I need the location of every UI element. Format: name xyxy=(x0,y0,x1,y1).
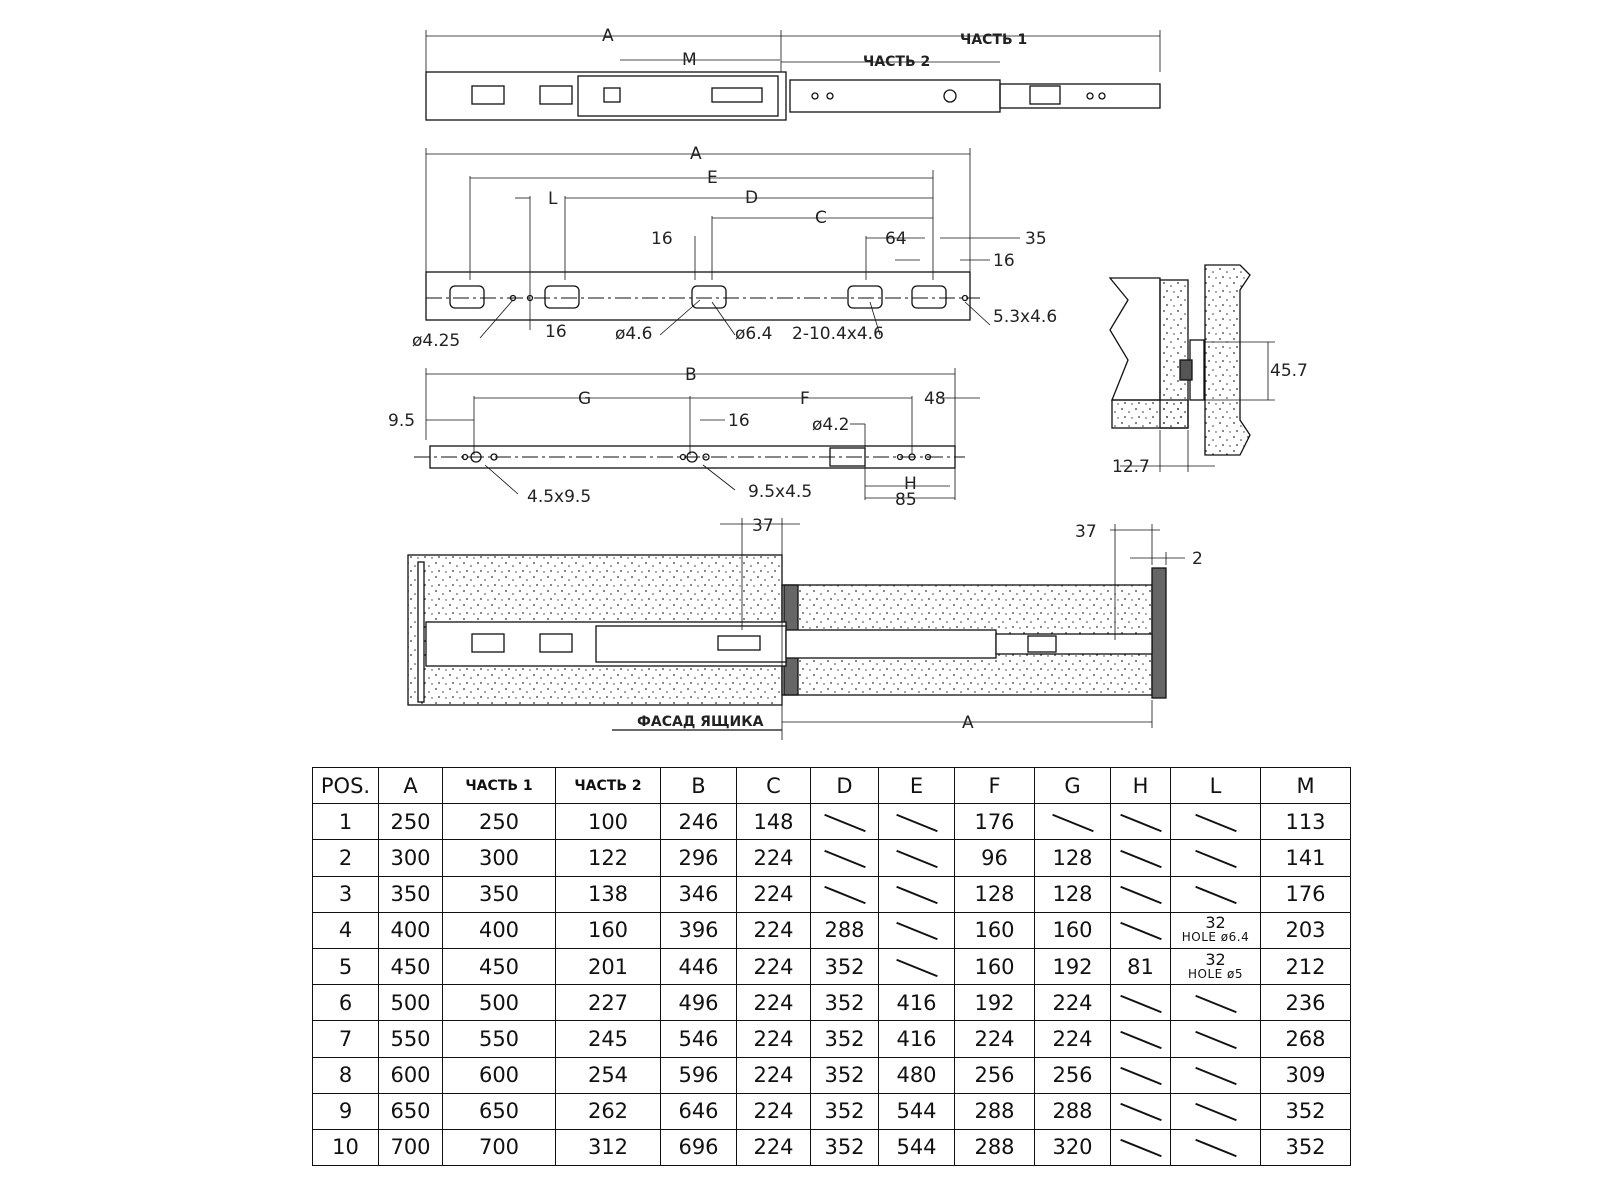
table-cell: 300 xyxy=(443,840,556,876)
label-part2: ЧАСТЬ 2 xyxy=(863,54,931,70)
table-cell: 224 xyxy=(737,985,811,1021)
empty-value-slash xyxy=(1195,1031,1237,1049)
table-cell: 4 xyxy=(313,912,379,948)
table-header-row xyxy=(313,768,1351,804)
table-cell: 224 xyxy=(737,948,811,984)
table-cell: 160 xyxy=(955,912,1035,948)
table-cell xyxy=(879,876,955,912)
table-cell: 296 xyxy=(661,840,737,876)
table-cell: 500 xyxy=(443,985,556,1021)
table-cell: 224 xyxy=(955,1021,1035,1057)
empty-value-slash xyxy=(1195,850,1237,868)
table-cell: 3 xyxy=(313,876,379,912)
empty-value-slash xyxy=(1195,886,1237,904)
table-cell xyxy=(1111,1129,1171,1165)
table-cell xyxy=(1111,840,1171,876)
empty-value-slash xyxy=(1120,886,1162,904)
table-cell: 192 xyxy=(955,985,1035,1021)
table-cell: 288 xyxy=(811,912,879,948)
table-cell: 700 xyxy=(443,1129,556,1165)
table-cell: 122 xyxy=(556,840,661,876)
table-cell: 7 xyxy=(313,1021,379,1057)
dim-37-right: 37 xyxy=(1075,522,1097,542)
dim-457: 45.7 xyxy=(1270,361,1308,381)
table-cell: 600 xyxy=(379,1057,443,1093)
table-cell: 352 xyxy=(811,1057,879,1093)
dim-slot-95: 9.5x4.5 xyxy=(748,482,813,502)
dim-127: 12.7 xyxy=(1112,457,1150,477)
table-cell: 350 xyxy=(443,876,556,912)
table-cell xyxy=(879,912,955,948)
table-cell xyxy=(1171,985,1261,1021)
column-header: C xyxy=(737,768,811,804)
table-cell: 352 xyxy=(811,1021,879,1057)
table-cell xyxy=(1035,804,1111,840)
column-header: D xyxy=(811,768,879,804)
table-cell: 96 xyxy=(955,840,1035,876)
view-installation xyxy=(408,518,1185,740)
table-cell: 160 xyxy=(955,948,1035,984)
table-cell: 10 xyxy=(313,1129,379,1165)
table-cell: 352 xyxy=(811,985,879,1021)
empty-value-slash xyxy=(896,958,938,976)
empty-value-slash xyxy=(1195,1139,1237,1157)
table-cell: 81 xyxy=(1111,948,1171,984)
table-cell: 176 xyxy=(1261,876,1351,912)
table-cell: 224 xyxy=(737,1021,811,1057)
dim-hole-42: ø4.2 xyxy=(812,415,850,435)
table-row xyxy=(313,948,1351,984)
table-cell: 288 xyxy=(955,1129,1035,1165)
column-header: L xyxy=(1171,768,1261,804)
dim-slot-53: 5.3x4.6 xyxy=(993,307,1058,327)
table-cell: 500 xyxy=(379,985,443,1021)
empty-value-slash xyxy=(1120,922,1162,940)
table-cell: 550 xyxy=(379,1021,443,1057)
empty-value-slash xyxy=(1052,814,1094,832)
table-cell: 224 xyxy=(737,840,811,876)
table-cell: 138 xyxy=(556,876,661,912)
hole-note: 32 HOLE ø5 xyxy=(1187,949,1244,981)
empty-value-slash xyxy=(896,814,938,832)
dim-95: 9.5 xyxy=(388,411,416,431)
empty-value-slash xyxy=(1120,1139,1162,1157)
empty-value-slash xyxy=(896,922,938,940)
table-cell: 192 xyxy=(1035,948,1111,984)
table-cell: 596 xyxy=(661,1057,737,1093)
table-cell: 224 xyxy=(737,912,811,948)
dim-l: L xyxy=(548,189,558,209)
table-cell: 250 xyxy=(443,804,556,840)
label-drawer-facade: ФАСАД ЯЩИКА xyxy=(637,714,764,730)
table-cell: 246 xyxy=(661,804,737,840)
table-row xyxy=(313,804,1351,840)
dim-16-right: 16 xyxy=(993,251,1015,271)
table-cell xyxy=(1171,1129,1261,1165)
table-cell xyxy=(1111,1057,1171,1093)
table-row xyxy=(313,1057,1351,1093)
table-cell: 268 xyxy=(1261,1021,1351,1057)
table-cell: 212 xyxy=(1261,948,1351,984)
empty-value-slash xyxy=(1120,1067,1162,1085)
table-cell: 250 xyxy=(379,804,443,840)
table-cell xyxy=(879,948,955,984)
table-cell xyxy=(879,840,955,876)
view-section-detail xyxy=(1110,265,1275,472)
table-cell: 352 xyxy=(1261,1093,1351,1129)
table-row xyxy=(313,1129,1351,1165)
dim-16-lower: 16 xyxy=(545,322,567,342)
empty-value-slash xyxy=(1195,814,1237,832)
empty-value-slash xyxy=(1195,995,1237,1013)
view-cabinet-member xyxy=(426,148,1020,338)
table-cell xyxy=(1171,912,1261,948)
table-cell: 224 xyxy=(737,876,811,912)
table-cell: 352 xyxy=(1261,1129,1351,1165)
table-cell xyxy=(1111,1093,1171,1129)
empty-value-slash xyxy=(824,814,866,832)
table-cell: 309 xyxy=(1261,1057,1351,1093)
dim-2: 2 xyxy=(1192,549,1203,569)
table-cell: 113 xyxy=(1261,804,1351,840)
column-header: M xyxy=(1261,768,1351,804)
table-cell: 696 xyxy=(661,1129,737,1165)
table-cell: 288 xyxy=(1035,1093,1111,1129)
empty-value-slash xyxy=(1120,1031,1162,1049)
table-cell xyxy=(1171,1093,1261,1129)
dim-16-drawer: 16 xyxy=(728,411,750,431)
table-cell xyxy=(1171,1057,1261,1093)
table-cell: 600 xyxy=(443,1057,556,1093)
dim-hole-425: ø4.25 xyxy=(412,331,461,351)
dim-b: B xyxy=(685,365,697,385)
table-cell xyxy=(1111,804,1171,840)
dim-f: F xyxy=(800,389,810,409)
table-row xyxy=(313,840,1351,876)
table-cell: 254 xyxy=(556,1057,661,1093)
table-cell: 224 xyxy=(1035,1021,1111,1057)
table-cell: 346 xyxy=(661,876,737,912)
table-cell: 544 xyxy=(879,1093,955,1129)
table-cell xyxy=(1171,876,1261,912)
column-header: B xyxy=(661,768,737,804)
empty-value-slash xyxy=(824,850,866,868)
dim-85: 85 xyxy=(895,490,917,510)
table-row xyxy=(313,1093,1351,1129)
table-cell: 224 xyxy=(737,1129,811,1165)
dim-48: 48 xyxy=(924,389,946,409)
label-part1: ЧАСТЬ 1 xyxy=(960,32,1028,48)
column-header: G xyxy=(1035,768,1111,804)
table-cell xyxy=(1171,840,1261,876)
table-cell: 400 xyxy=(443,912,556,948)
table-cell: 546 xyxy=(661,1021,737,1057)
table-cell: 550 xyxy=(443,1021,556,1057)
empty-value-slash xyxy=(896,886,938,904)
empty-value-slash xyxy=(1120,995,1162,1013)
table-cell xyxy=(811,840,879,876)
table-cell: 450 xyxy=(379,948,443,984)
column-header: A xyxy=(379,768,443,804)
table-cell xyxy=(1111,985,1171,1021)
dim-d: D xyxy=(745,188,759,208)
dim-35: 35 xyxy=(1025,229,1047,249)
table-cell: 176 xyxy=(955,804,1035,840)
table-cell xyxy=(879,804,955,840)
table-cell: 160 xyxy=(1035,912,1111,948)
table-row xyxy=(313,912,1351,948)
column-header: H xyxy=(1111,768,1171,804)
dim-slot-45: 4.5x9.5 xyxy=(527,487,592,507)
table-cell: 224 xyxy=(737,1057,811,1093)
dim-h: H xyxy=(904,474,917,494)
table-cell: 8 xyxy=(313,1057,379,1093)
empty-value-slash xyxy=(1195,1067,1237,1085)
table-cell: 141 xyxy=(1261,840,1351,876)
empty-value-slash xyxy=(1195,1103,1237,1121)
dim-e: E xyxy=(707,168,718,188)
table-cell: 396 xyxy=(661,912,737,948)
dim-c: C xyxy=(815,208,827,228)
table-cell: 227 xyxy=(556,985,661,1021)
column-header: ЧАСТЬ 1 xyxy=(443,768,556,804)
table-cell: 6 xyxy=(313,985,379,1021)
table-cell: 9 xyxy=(313,1093,379,1129)
table-cell: 224 xyxy=(1035,985,1111,1021)
table-cell: 1 xyxy=(313,804,379,840)
dim-m: M xyxy=(682,50,697,70)
view-drawer-member xyxy=(414,368,980,500)
empty-value-slash xyxy=(1120,1103,1162,1121)
table-cell: 2 xyxy=(313,840,379,876)
table-cell: 352 xyxy=(811,948,879,984)
column-header: POS. xyxy=(313,768,379,804)
dim-16-upper: 16 xyxy=(651,229,673,249)
dim-37-left: 37 xyxy=(752,516,774,536)
table-cell: 400 xyxy=(379,912,443,948)
table-cell: 544 xyxy=(879,1129,955,1165)
table-cell: 288 xyxy=(955,1093,1035,1129)
table-cell: 312 xyxy=(556,1129,661,1165)
table-cell xyxy=(1111,1021,1171,1057)
table-cell: 5 xyxy=(313,948,379,984)
table-cell xyxy=(811,876,879,912)
table-cell: 100 xyxy=(556,804,661,840)
table-cell xyxy=(1111,876,1171,912)
column-header: F xyxy=(955,768,1035,804)
empty-value-slash xyxy=(1120,814,1162,832)
table-cell: 480 xyxy=(879,1057,955,1093)
table-cell: 203 xyxy=(1261,912,1351,948)
view-assembled-slide xyxy=(426,30,1160,120)
table-cell: 160 xyxy=(556,912,661,948)
empty-value-slash xyxy=(896,850,938,868)
table-cell: 128 xyxy=(955,876,1035,912)
table-cell: 650 xyxy=(443,1093,556,1129)
table-cell xyxy=(811,804,879,840)
table-cell xyxy=(1171,1021,1261,1057)
dim-64: 64 xyxy=(885,229,907,249)
table-cell: 496 xyxy=(661,985,737,1021)
table-cell: 320 xyxy=(1035,1129,1111,1165)
table-cell: 650 xyxy=(379,1093,443,1129)
table-cell: 646 xyxy=(661,1093,737,1129)
table-cell: 300 xyxy=(379,840,443,876)
table-cell: 245 xyxy=(556,1021,661,1057)
table-row xyxy=(313,985,1351,1021)
column-header: E xyxy=(879,768,955,804)
dim-a-bottom: A xyxy=(962,713,974,733)
table-cell: 450 xyxy=(443,948,556,984)
table-cell: 256 xyxy=(955,1057,1035,1093)
dim-g: G xyxy=(578,389,592,409)
dim-a-top: A xyxy=(602,26,614,46)
table-cell xyxy=(1171,948,1261,984)
table-cell: 256 xyxy=(1035,1057,1111,1093)
table-cell: 352 xyxy=(811,1093,879,1129)
dim-a-mid: A xyxy=(690,144,702,164)
table-cell: 416 xyxy=(879,985,955,1021)
column-header: ЧАСТЬ 2 xyxy=(556,768,661,804)
table-cell: 128 xyxy=(1035,876,1111,912)
table-cell: 262 xyxy=(556,1093,661,1129)
table-cell: 350 xyxy=(379,876,443,912)
table-cell: 236 xyxy=(1261,985,1351,1021)
empty-value-slash xyxy=(1120,850,1162,868)
table-row xyxy=(313,1021,1351,1057)
table-cell xyxy=(1171,804,1261,840)
table-cell xyxy=(1111,912,1171,948)
dim-hole-46: ø4.6 xyxy=(615,324,653,344)
table-cell: 201 xyxy=(556,948,661,984)
table-cell: 416 xyxy=(879,1021,955,1057)
dim-slot-104: 2-10.4x4.6 xyxy=(792,324,884,344)
empty-value-slash xyxy=(824,886,866,904)
table-cell: 352 xyxy=(811,1129,879,1165)
table-cell: 224 xyxy=(737,1093,811,1129)
dimensions-table xyxy=(312,767,1351,1166)
table-cell: 148 xyxy=(737,804,811,840)
table-cell: 446 xyxy=(661,948,737,984)
hole-note: 32 HOLE ø6.4 xyxy=(1181,913,1250,945)
table-cell: 128 xyxy=(1035,840,1111,876)
table-row xyxy=(313,876,1351,912)
table-cell: 700 xyxy=(379,1129,443,1165)
dim-hole-64: ø6.4 xyxy=(735,324,773,344)
